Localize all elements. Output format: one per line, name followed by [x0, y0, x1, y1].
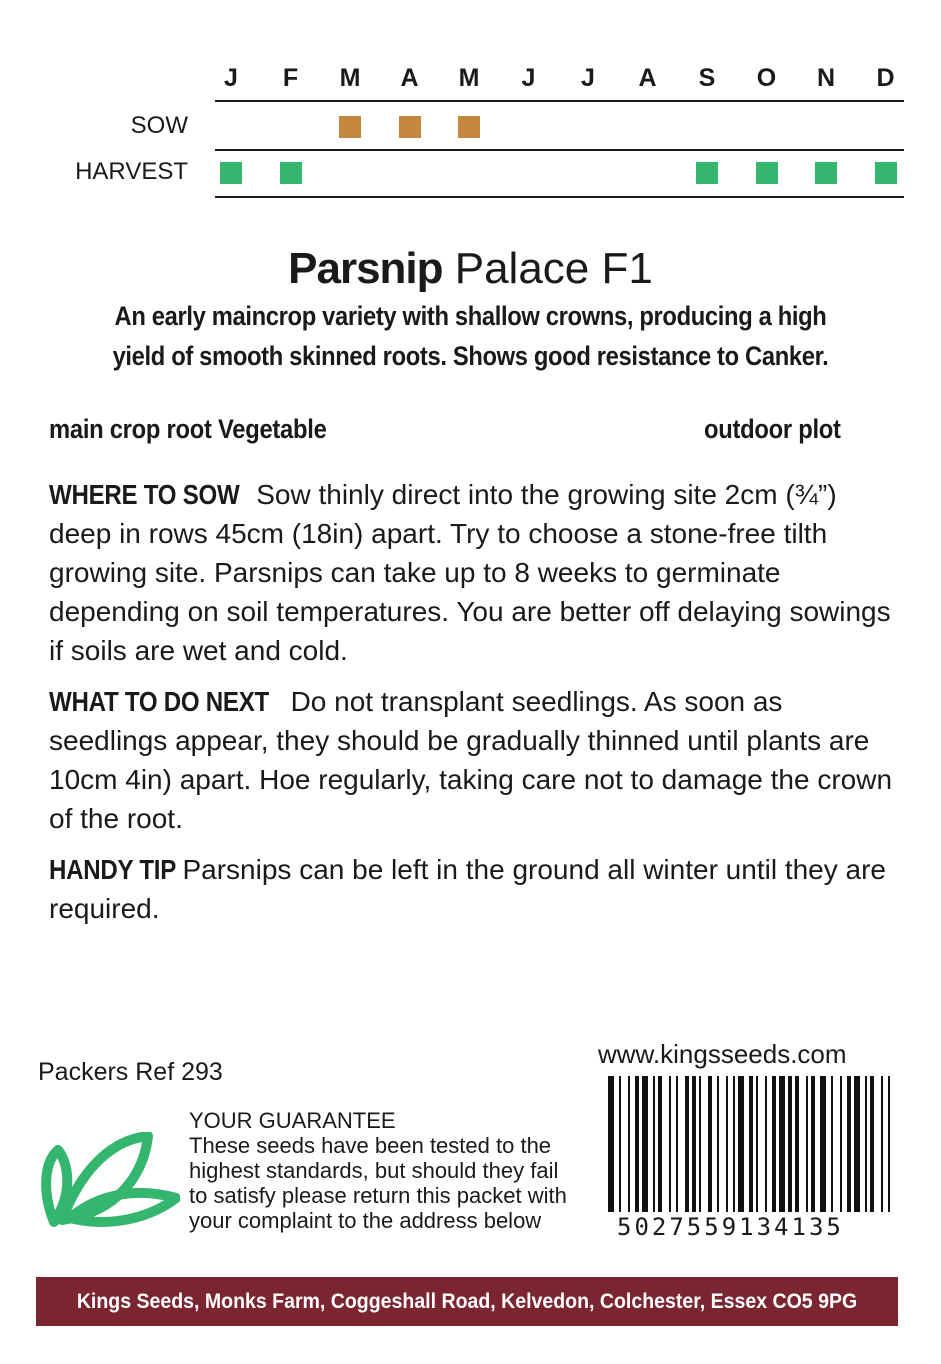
harvest-month-marker	[875, 162, 897, 184]
packers-reference: Packers Ref 293	[38, 1058, 223, 1086]
growing-location: outdoor plot	[704, 414, 841, 444]
section-text: Sow thinly direct into the growing site 2cm (¾”) deep in rows 45cm (18in) apart. Try to choose a stone-free tilth growing site. Parsnips can take up to 8 weeks to germinate depending on soil temperatures. You are better off delaying sowings if soils are wet and cold.	[49, 479, 891, 666]
month-label: O	[756, 64, 777, 92]
address-footer	[36, 1277, 898, 1326]
barcode-bar	[669, 1076, 671, 1212]
month-label: D	[876, 64, 895, 92]
section-heading: WHERE TO SOW	[49, 479, 240, 510]
barcode-bar	[608, 1076, 614, 1212]
harvest-month-marker	[220, 162, 242, 184]
barcode-number: 5027559134135	[617, 1213, 844, 1241]
section-where-to-sow	[49, 475, 899, 670]
section-what-to-do-next	[49, 682, 899, 838]
month-label: F	[282, 64, 299, 92]
month-label: S	[698, 64, 716, 92]
barcode-bar	[685, 1076, 689, 1212]
barcode-bar	[653, 1076, 655, 1212]
barcode-bar	[888, 1076, 890, 1212]
calendar-divider-middle	[215, 149, 904, 151]
barcode-bar	[865, 1076, 867, 1212]
barcode-bar	[854, 1076, 860, 1212]
barcode-bar	[635, 1076, 639, 1212]
barcode-bar	[870, 1076, 874, 1212]
crop-type: main crop root Vegetable	[49, 414, 327, 444]
month-label: J	[581, 64, 595, 92]
barcode-bar	[733, 1076, 735, 1212]
calendar-divider-bottom	[215, 196, 904, 198]
barcode-bar	[642, 1076, 648, 1212]
section-text: Parsnips can be left in the ground all winter until they are required.	[49, 854, 886, 924]
section-heading: HANDY TIP	[49, 854, 177, 885]
barcode-bar	[738, 1076, 744, 1212]
harvest-month-marker	[280, 162, 302, 184]
section-handy-tip	[49, 850, 899, 928]
variety-name: Palace F1	[442, 244, 653, 293]
barcode-bar	[820, 1076, 826, 1212]
harvest-month-marker	[756, 162, 778, 184]
barcode-bar	[811, 1076, 815, 1212]
barcode-bar	[788, 1076, 792, 1212]
month-label: A	[400, 64, 419, 92]
month-label: J	[521, 64, 536, 92]
guarantee-heading: YOUR GUARANTEE	[189, 1108, 396, 1133]
barcode-bar	[658, 1076, 662, 1212]
product-description: An early maincrop variety with shallow crowns, producing a high yield of smooth skinned roots. Shows good resistance to Canker.	[112, 301, 829, 371]
sow-month-marker	[458, 116, 480, 138]
sow-month-marker	[399, 116, 421, 138]
barcode-bar	[772, 1076, 776, 1212]
barcode-bar	[628, 1076, 630, 1212]
month-label: N	[816, 64, 836, 92]
website-url: www.kingsseeds.com	[598, 1039, 847, 1069]
barcode-bar	[699, 1076, 701, 1212]
barcode-bar	[847, 1076, 851, 1212]
leaf-logo-icon	[40, 1132, 180, 1228]
barcode-bar	[708, 1076, 712, 1212]
harvest-month-marker	[815, 162, 837, 184]
calendar-row-label-sow: SOW	[130, 112, 188, 139]
month-label: M	[458, 64, 480, 92]
barcode-bar	[756, 1076, 758, 1212]
barcode-bar	[765, 1076, 767, 1212]
calendar-row-label-harvest: HARVEST	[75, 158, 188, 185]
product-title	[0, 244, 941, 294]
month-label: A	[638, 64, 657, 92]
company-address: Kings Seeds, Monks Farm, Coggeshall Road, Kelvedon, Colchester, Essex CO5 9PG	[76, 1290, 858, 1313]
calendar-divider-top	[215, 100, 904, 102]
guarantee-text: These seeds have been tested to the highest standards, but should they fail to satisfy please return this packet with your complaint to the address below	[189, 1133, 567, 1233]
barcode-bar	[717, 1076, 719, 1212]
barcode-bar	[619, 1076, 621, 1212]
month-label: J	[224, 64, 238, 92]
sow-month-marker	[339, 116, 361, 138]
guarantee	[189, 1108, 579, 1233]
barcode-bar	[840, 1076, 842, 1212]
barcode-bar	[726, 1076, 728, 1212]
barcode-bar	[806, 1076, 808, 1212]
barcode-bar	[779, 1076, 785, 1212]
barcode-bar	[831, 1076, 833, 1212]
barcode-bar	[795, 1076, 799, 1212]
month-label: M	[339, 64, 361, 92]
harvest-month-marker	[696, 162, 718, 184]
barcode-bar	[692, 1076, 696, 1212]
section-heading: WHAT TO DO NEXT	[49, 686, 269, 717]
barcode-bar	[676, 1076, 678, 1212]
barcode	[606, 1076, 896, 1216]
barcode-bar	[881, 1076, 883, 1212]
barcode-bar	[749, 1076, 753, 1212]
section-text: Do not transplant seedlings. As soon as seedlings appear, they should be gradually thinned until plants are 10cm 4in) apart. Hoe regularly, taking care not to damage the crown of the root.	[49, 686, 893, 834]
product-name: Parsnip	[288, 244, 443, 293]
